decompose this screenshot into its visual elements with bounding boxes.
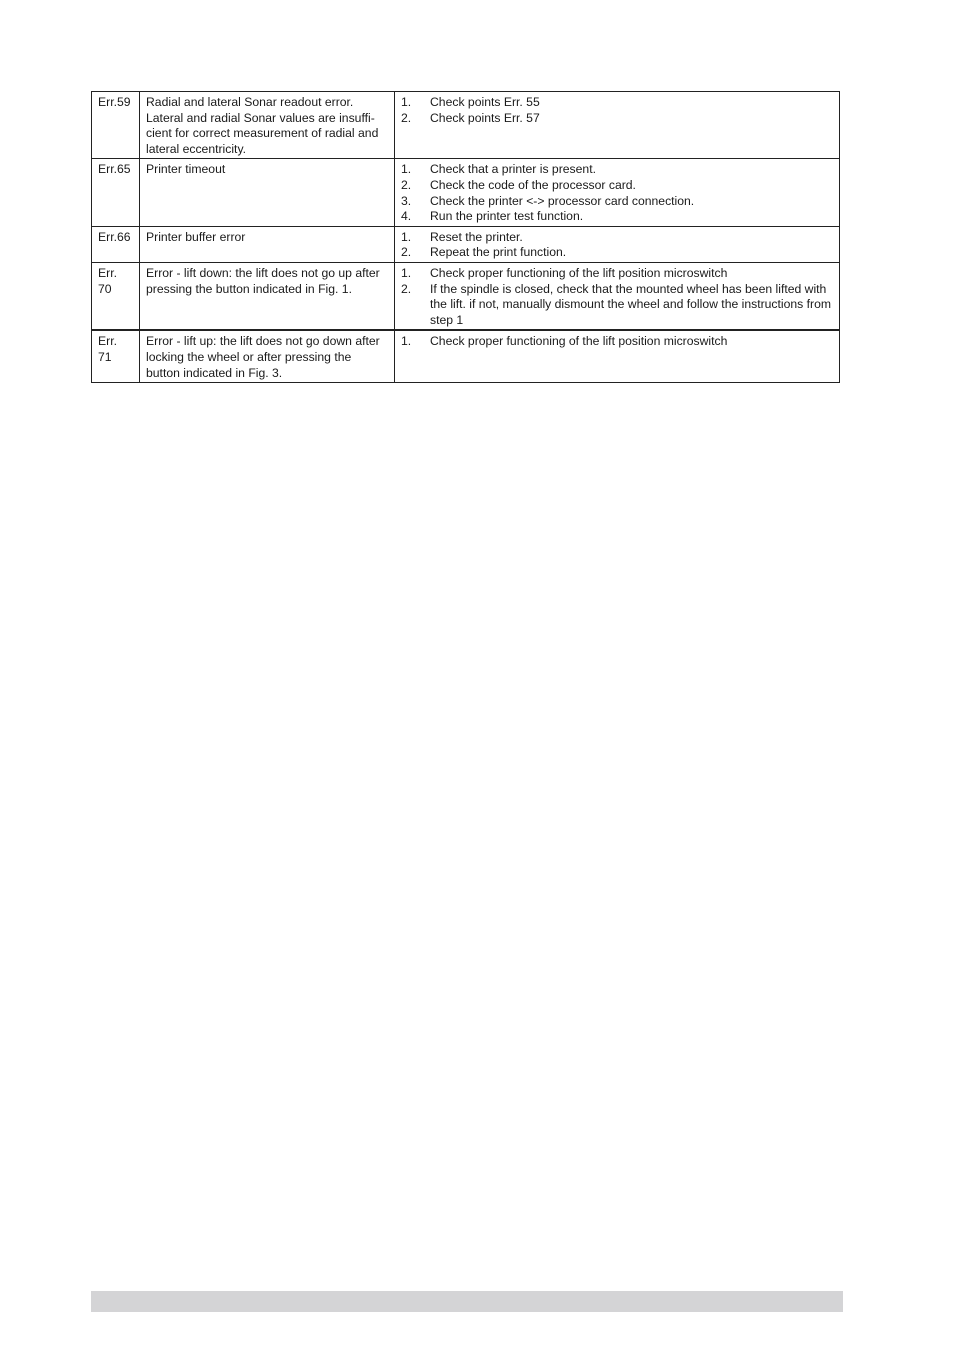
step-text: Check the code of the processor card. bbox=[430, 177, 636, 192]
error-description: Error - lift up: the lift does not go down after locking the wheel or after pressing the button indicated in Fig. 3. bbox=[140, 330, 395, 382]
step-text: Check points Err. 55 bbox=[430, 95, 540, 109]
list-item bbox=[401, 282, 833, 329]
list-item bbox=[401, 162, 833, 178]
table-row bbox=[92, 92, 840, 159]
step-number: 3. bbox=[401, 193, 412, 208]
error-description: Error - lift down: the lift does not go up after pressing the button indicated in Fig. 1. bbox=[140, 262, 395, 330]
error-solution bbox=[395, 92, 840, 159]
list-item bbox=[401, 111, 833, 127]
step-text: Reset the printer. bbox=[430, 229, 523, 244]
step-number: 1. bbox=[401, 95, 412, 109]
footer-bar bbox=[91, 1291, 843, 1312]
step-text: Check that a printer is present. bbox=[430, 162, 596, 177]
error-solution bbox=[395, 226, 840, 262]
step-text: Check the printer <-> processor card connection. bbox=[430, 193, 695, 208]
error-code: Err.66 bbox=[92, 226, 140, 262]
step-number: 1. bbox=[401, 265, 412, 280]
list-item bbox=[401, 95, 833, 111]
table-row bbox=[92, 226, 840, 262]
step-number: 2. bbox=[401, 177, 412, 192]
error-code: Err. 71 bbox=[92, 330, 140, 382]
step-number: 2. bbox=[401, 110, 412, 125]
step-number: 1. bbox=[401, 334, 412, 349]
error-code: Err.65 bbox=[92, 159, 140, 226]
list-item bbox=[401, 209, 833, 225]
list-item bbox=[401, 245, 833, 261]
error-description: Radial and lateral Sonar readout error. Lateral and radial Sonar values are insuffi-cient for correct measurement of radial and lateral eccentricity. bbox=[140, 92, 395, 159]
step-text: Check proper functioning of the lift position microswitch bbox=[430, 334, 728, 349]
step-number: 1. bbox=[401, 162, 412, 177]
table-row bbox=[92, 330, 840, 382]
error-solution bbox=[395, 330, 840, 382]
error-solution bbox=[395, 262, 840, 330]
list-item bbox=[401, 194, 833, 210]
step-number: 2. bbox=[401, 281, 412, 296]
step-number: 1. bbox=[401, 229, 412, 244]
list-item bbox=[401, 230, 833, 246]
step-number: 4. bbox=[401, 209, 412, 224]
error-solution bbox=[395, 159, 840, 226]
list-item bbox=[401, 266, 833, 282]
step-text: Check points Err. 57 bbox=[430, 110, 540, 125]
step-number: 2. bbox=[401, 245, 412, 260]
error-description: Printer timeout bbox=[140, 159, 395, 226]
step-text: Repeat the print function. bbox=[430, 245, 567, 260]
step-text: If the spindle is closed, check that the mounted wheel has been lifted with the lift. if not, manually dismount the wheel and follow the instructions from step 1 bbox=[430, 281, 832, 327]
list-item bbox=[401, 178, 833, 194]
error-description: Printer buffer error bbox=[140, 226, 395, 262]
step-text: Run the printer test function. bbox=[430, 209, 584, 224]
list-item bbox=[401, 334, 833, 350]
error-code: Err.59 bbox=[92, 92, 140, 159]
step-text: Check proper functioning of the lift position microswitch bbox=[430, 265, 728, 280]
error-table bbox=[91, 91, 840, 383]
table-row bbox=[92, 262, 840, 330]
error-code: Err. 70 bbox=[92, 262, 140, 330]
table-row bbox=[92, 159, 840, 226]
